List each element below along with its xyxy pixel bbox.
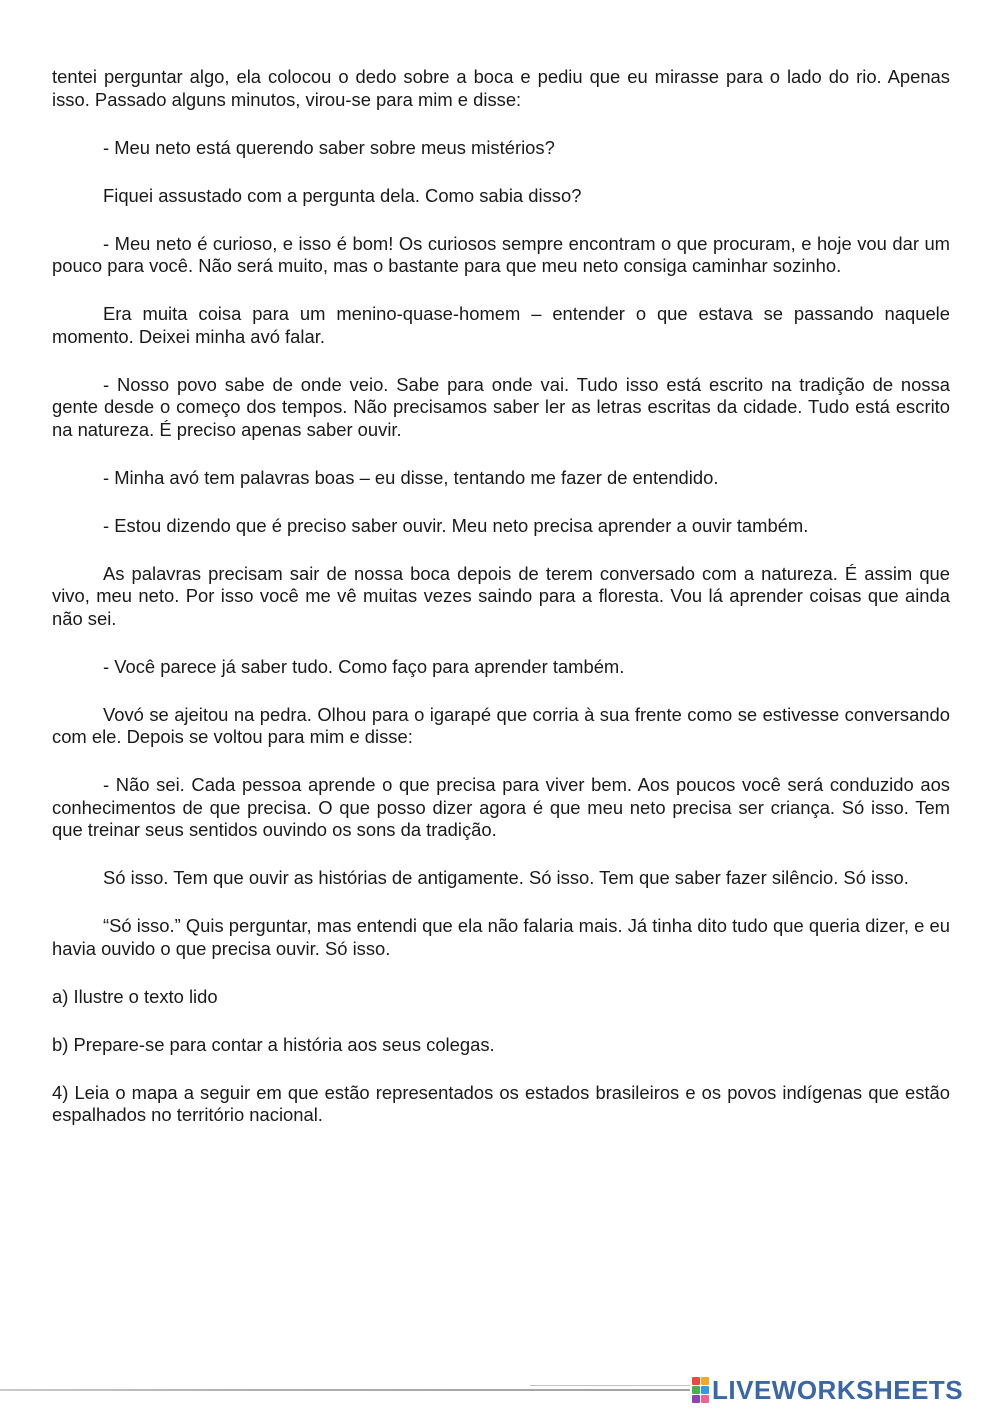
footer-divider-accent [530, 1385, 690, 1386]
question-b: b) Prepare-se para contar a história aos seus colegas. [52, 1033, 495, 1055]
logo-square-3 [692, 1386, 700, 1394]
paragraph-13: Só isso. Tem que ouvir as histórias de antigamente. Só isso. Tem que saber fazer silêncio. Só isso. [103, 867, 909, 888]
paragraph-7: - Minha avó tem palavras boas – eu disse, tentando me fazer de entendido. [103, 466, 719, 488]
paragraph-5: Era muita coisa para um menino-quase-homem – entender o que estava se passando naquele momento. Deixei minha avó falar. [52, 303, 950, 347]
paragraph-9: As palavras precisam sair de nossa boca depois de terem conversado com a natureza. É assim que vivo, meu neto. Por isso você me vê muitas vezes saindo para a floresta. Vou lá aprender coisas que ainda não sei. [52, 562, 950, 629]
paragraph-8: - Estou dizendo que é preciso saber ouvir. Meu neto precisa aprender a ouvir também. [103, 514, 809, 536]
paragraph-4: - Meu neto é curioso, e isso é bom! Os curiosos sempre encontram o que procuram, e hoje vou dar um pouco para você. Não será muito, mas o bastante para que meu neto consiga caminhar sozinho. [52, 232, 950, 276]
logo-square-5 [692, 1395, 700, 1403]
logo-text: LIVEWORKSHEETS [712, 1375, 964, 1405]
worksheet-text [52, 66, 950, 1152]
paragraph-6: - Nosso povo sabe de onde veio. Sabe para onde vai. Tudo isso está escrito na tradição de nossa gente desde o começo dos tempos. Não precisamos saber ler as letras escritas da cidade. Tudo está escrito na natureza. É preciso apenas saber ouvir. [52, 373, 950, 440]
paragraph-12: - Não sei. Cada pessoa aprende o que precisa para viver bem. Aos poucos você será conduzido aos conhecimentos de que precisa. O que posso dizer agora é que meu neto precisa ser criança. Só isso. Tem que treinar seus sentidos ouvindo os sons da tradição. [52, 774, 950, 840]
logo-square-2 [701, 1377, 709, 1385]
paragraph-1: tentei perguntar algo, ela colocou o dedo sobre a boca e pediu que eu mirasse para o lado do rio. Apenas isso. Passado alguns minutos, virou-se para mim e disse: [52, 66, 950, 110]
paragraph-2: - Meu neto está querendo saber sobre meus mistérios? [103, 136, 555, 158]
logo-square-6 [701, 1395, 709, 1403]
footer-divider [0, 1389, 690, 1391]
question-a: a) Ilustre o texto lido [52, 985, 218, 1007]
paragraph-14: “Só isso.” Quis perguntar, mas entendi que ela não falaria mais. Já tinha dito tudo que queria dizer, e eu havia ouvido o que precisa ouvir. Só isso. [52, 915, 950, 959]
logo-icon [692, 1377, 709, 1403]
paragraph-3: Fiquei assustado com a pergunta dela. Como sabia disso? [103, 184, 582, 206]
paragraph-10: - Você parece já saber tudo. Como faço para aprender também. [103, 655, 625, 677]
liveworksheets-logo [692, 1375, 963, 1405]
paragraph-11: Vovó se ajeitou na pedra. Olhou para o igarapé que corria à sua frente como se estivesse conversando com ele. Depois se voltou para mim e disse: [52, 703, 950, 747]
logo-square-1 [692, 1377, 700, 1385]
question-4: 4) Leia o mapa a seguir em que estão representados os estados brasileiros e os povos indígenas que estão espalhados no território nacional. [52, 1081, 950, 1125]
logo-square-4 [701, 1386, 709, 1394]
